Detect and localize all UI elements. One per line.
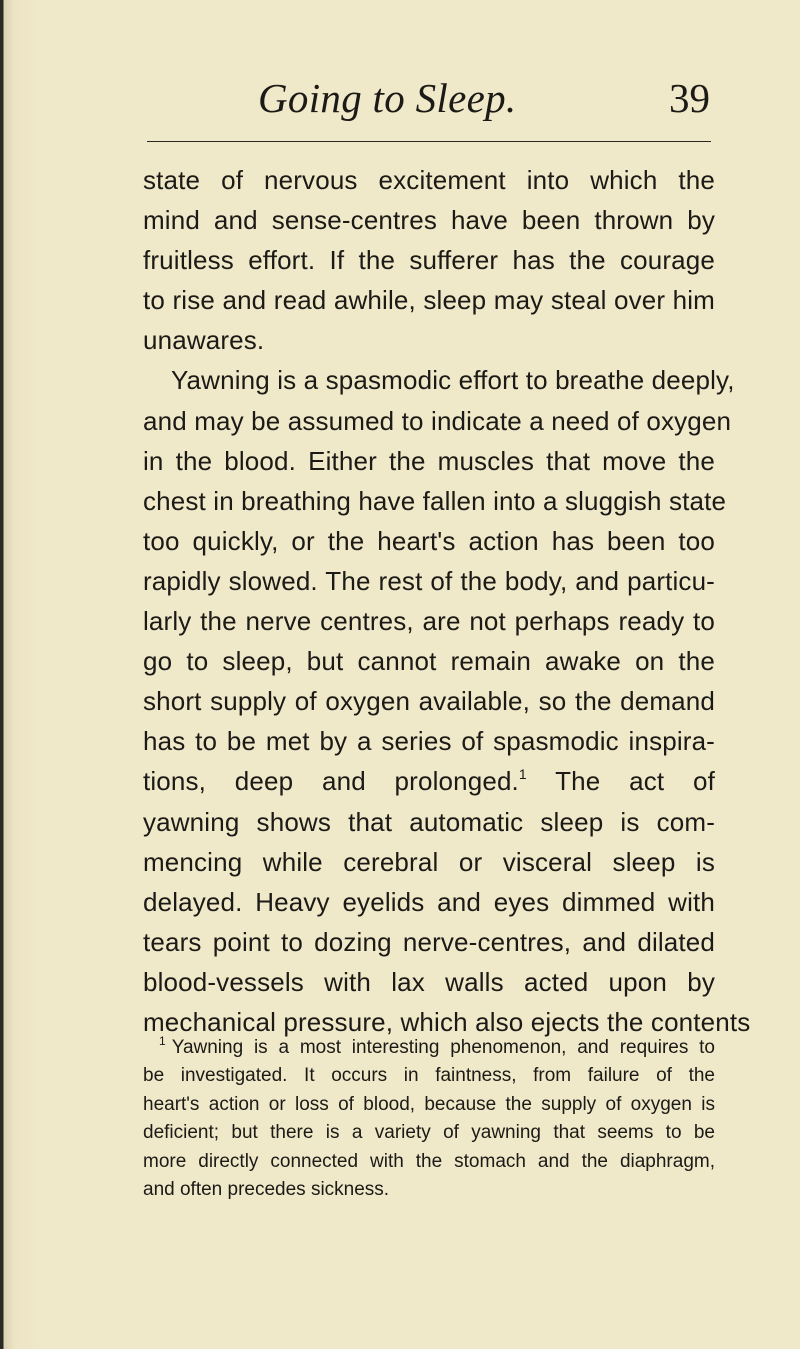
text-fragment: tions, deep and prolonged. — [143, 766, 519, 797]
running-title: Going to Sleep. — [258, 75, 517, 121]
footnote — [143, 1034, 715, 1204]
footnote-mark: 1 — [159, 1034, 166, 1048]
text-line: larly the nerve centres, are not perhaps ready to — [143, 606, 715, 637]
text-line: mechanical pressure, which also ejects the contents — [143, 1006, 751, 1037]
text-line: Yawning is a spasmodic effort to breathe deeply, — [171, 365, 735, 396]
footnote-line — [143, 1034, 715, 1062]
text-line: go to sleep, but cannot remain awake on the — [143, 646, 715, 677]
running-head — [130, 74, 710, 126]
text-line: blood-vessels with lax walls acted upon by — [143, 966, 715, 997]
text-line: chest in breathing have fallen into a sluggish state — [143, 485, 727, 516]
footnote-line: more directly connected with the stomach and the diaphragm, — [143, 1150, 715, 1172]
text-line: has to be met by a series of spasmodic inspira- — [143, 726, 715, 757]
text-line: unawares. — [143, 325, 265, 356]
page-number: 39 — [669, 75, 710, 121]
text-line: tears point to dozing nerve-centres, and dilated — [143, 926, 715, 957]
text-fragment: The act of — [555, 766, 715, 797]
text-line: fruitless effort. If the sufferer has the courage — [143, 245, 715, 276]
body-text — [143, 160, 751, 1042]
footnote-line: deficient; but there is a variety of yawning that seems to be — [143, 1122, 715, 1144]
text-line-with-footnote — [143, 761, 715, 801]
text-line: to rise and read awhile, sleep may steal over him — [143, 285, 715, 316]
text-line: mencing while cerebral or visceral sleep is — [143, 846, 715, 877]
text-line: delayed. Heavy eyelids and eyes dimmed with — [143, 886, 715, 917]
text-line: too quickly, or the heart's action has been too — [143, 525, 715, 556]
footnote-reference: 1 — [518, 766, 527, 783]
footnote-line: and often precedes sickness. — [143, 1178, 390, 1200]
text-line: state of nervous excitement into which the — [143, 165, 715, 195]
text-line: mind and sense-centres have been thrown by — [143, 205, 715, 236]
text-line: and may be assumed to indicate a need of oxygen — [143, 405, 732, 436]
text-line: in the blood. Either the muscles that move the — [143, 445, 715, 476]
text-line: short supply of oxygen available, so the demand — [143, 686, 715, 717]
footnote-line: heart's action or loss of blood, because the supply of oxygen is — [143, 1093, 715, 1115]
footnote-line: be investigated. It occurs in faintness, from failure of the — [143, 1065, 715, 1087]
footnote-text: Yawning is a most interesting phenomenon, and requires to — [171, 1037, 715, 1058]
text-line: yawning shows that automatic sleep is com- — [143, 806, 715, 837]
header-rule — [147, 141, 711, 142]
text-line: rapidly slowed. The rest of the body, and particu- — [143, 565, 715, 596]
